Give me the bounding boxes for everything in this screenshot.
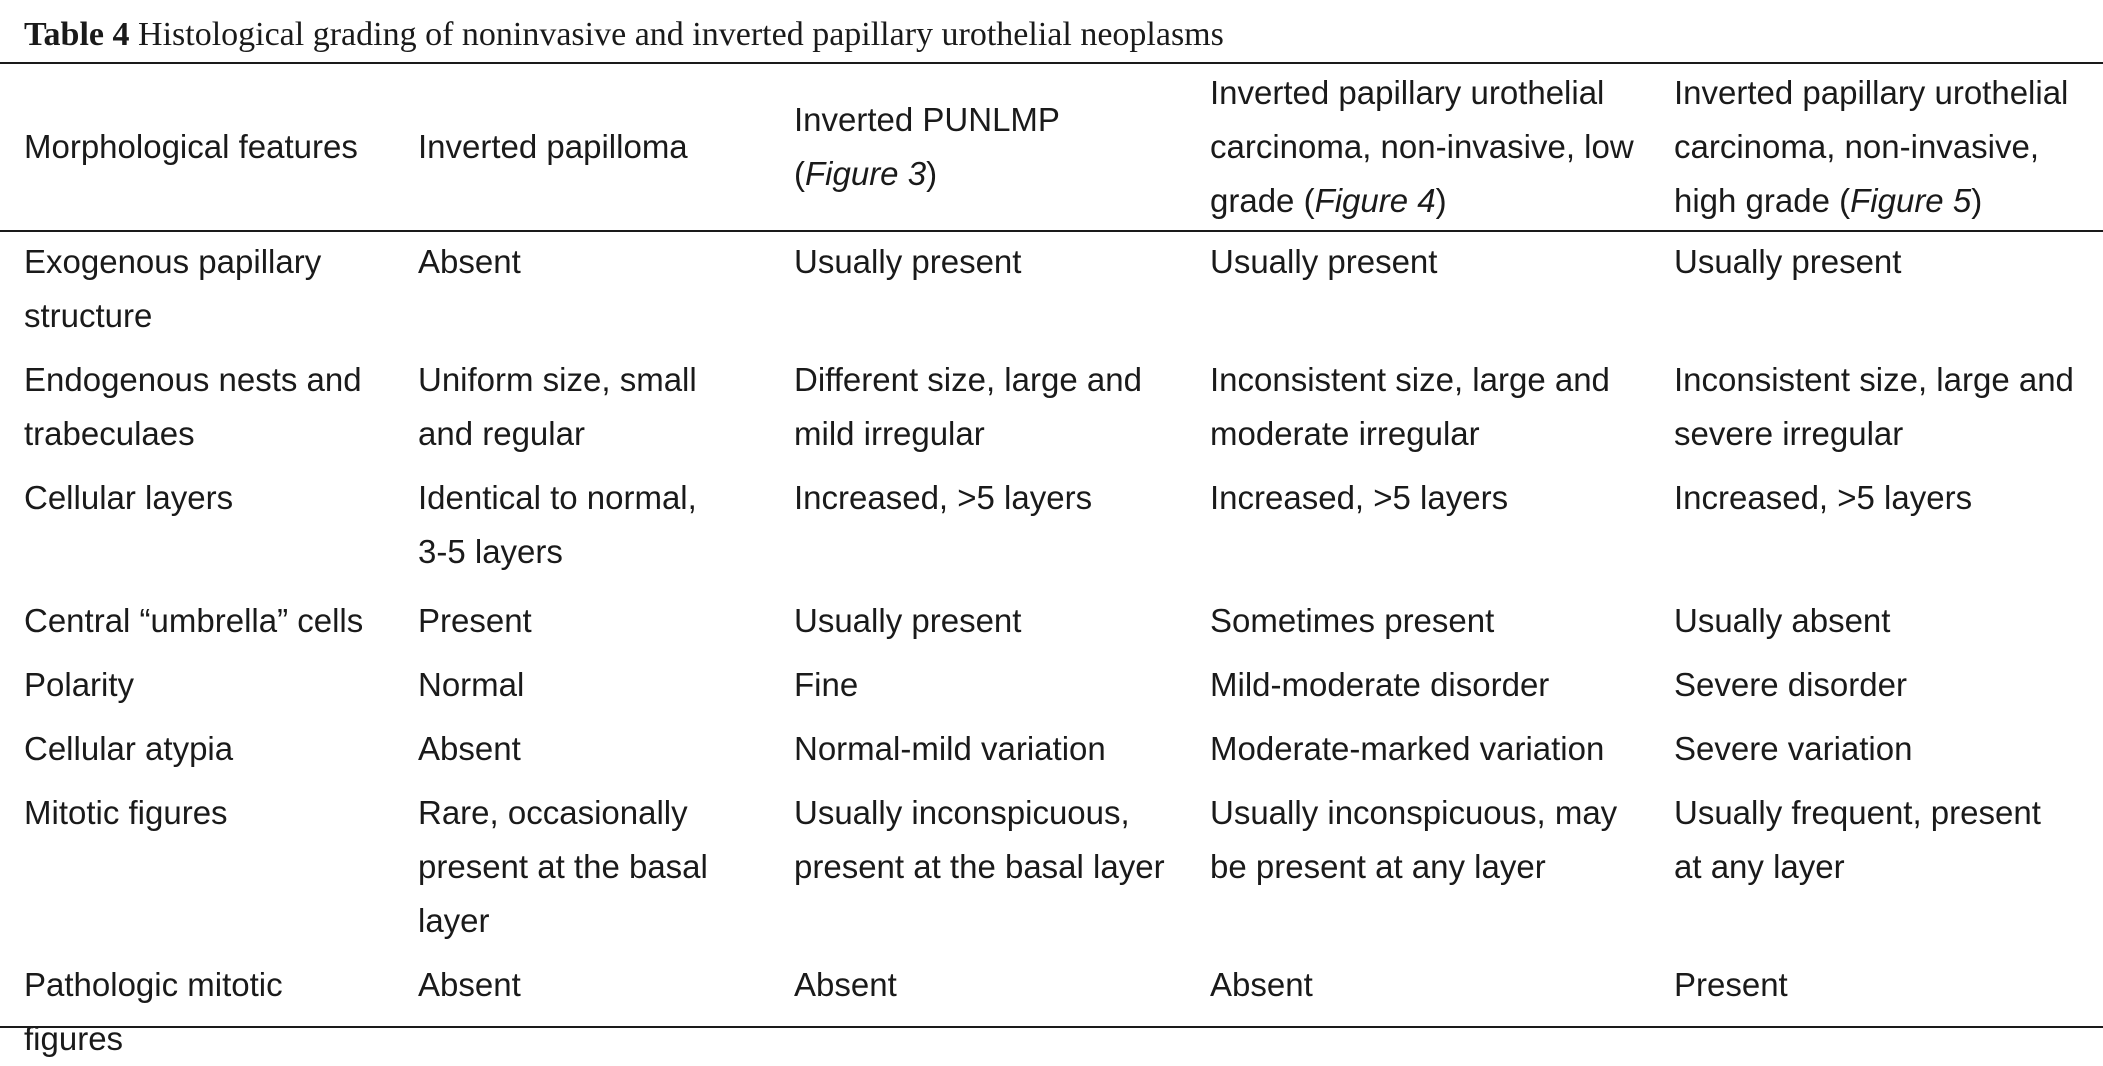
table-row	[0, 348, 2103, 466]
feature-cell: Mitotic figures	[24, 794, 228, 831]
low-grade-cell: Absent	[1210, 966, 1313, 1003]
punlmp-cell: Normal-mild variation	[794, 730, 1106, 767]
high-grade-cell: Usually present	[1674, 243, 1902, 280]
table-row	[0, 953, 2103, 1062]
papilloma-cell: Normal	[418, 666, 525, 703]
figure-4-reference: Figure 4	[1314, 182, 1436, 219]
high-grade-cell: Severe variation	[1674, 730, 1913, 767]
feature-cell: Exogenous papillary structure	[24, 243, 322, 334]
high-grade-cell: Severe disorder	[1674, 666, 1907, 703]
high-grade-cell: Usually absent	[1674, 602, 1891, 639]
header-inverted-papilloma: Inverted papilloma	[418, 128, 688, 165]
table-row	[0, 653, 2103, 717]
punlmp-cell: Absent	[794, 966, 897, 1003]
low-grade-cell: Increased, >5 layers	[1210, 479, 1509, 516]
low-grade-cell: Sometimes present	[1210, 602, 1495, 639]
table-label: Table 4	[24, 16, 130, 53]
high-grade-cell: Inconsistent size, large and severe irregular	[1674, 361, 2074, 452]
header-morphological-features: Morphological features	[24, 128, 358, 165]
papilloma-cell: Absent	[418, 243, 521, 280]
papilloma-cell: Present	[418, 602, 532, 639]
papilloma-cell: Absent	[418, 730, 521, 767]
table-title: Histological grading of noninvasive and inverted papillary urothelial neoplasms	[138, 16, 1224, 53]
papilloma-cell: Uniform size, small and regular	[418, 361, 697, 452]
feature-cell: Central “umbrella” cells	[24, 602, 364, 639]
high-grade-cell: Increased, >5 layers	[1674, 479, 1973, 516]
papilloma-cell: Absent	[418, 966, 521, 1003]
feature-cell: Pathologic mitotic figures	[24, 966, 283, 1057]
feature-cell: Cellular layers	[24, 479, 234, 516]
low-grade-cell: Usually present	[1210, 243, 1438, 280]
punlmp-cell: Different size, large and mild irregular	[794, 361, 1142, 452]
table-row	[0, 466, 2103, 589]
punlmp-cell: Increased, >5 layers	[794, 479, 1093, 516]
low-grade-cell: Inconsistent size, large and moderate irregular	[1210, 361, 1610, 452]
table-header-row	[0, 64, 2103, 230]
low-grade-cell: Usually inconspicuous, may be present at any layer	[1210, 794, 1618, 885]
table-row	[0, 781, 2103, 953]
feature-cell: Cellular atypia	[24, 730, 234, 767]
table-row	[0, 717, 2103, 781]
punlmp-cell: Fine	[794, 666, 859, 703]
punlmp-cell: Usually inconspicuous, present at the basal layer	[794, 794, 1165, 885]
low-grade-cell: Mild-moderate disorder	[1210, 666, 1550, 703]
punlmp-cell: Usually present	[794, 243, 1022, 280]
figure-5-reference: Figure 5	[1850, 182, 1972, 219]
feature-cell: Polarity	[24, 666, 135, 703]
table-caption	[24, 14, 1224, 56]
header-low-grade-carcinoma: Inverted papillary urothelial carcinoma, non-invasive, low grade (Figure 4)	[1210, 74, 1634, 219]
grading-table	[0, 64, 2103, 1062]
papilloma-cell: Identical to normal, 3-5 layers	[418, 479, 697, 570]
high-grade-cell: Present	[1674, 966, 1788, 1003]
papilloma-cell: Rare, occasionally present at the basal layer	[418, 794, 708, 939]
punlmp-cell: Usually present	[794, 602, 1022, 639]
figure-3-reference: Figure 3	[805, 155, 927, 192]
table-row	[0, 589, 2103, 653]
feature-cell: Endogenous nests and trabeculaes	[24, 361, 362, 452]
header-inverted-punlmp: Inverted PUNLMP (Figure 3)	[794, 101, 1060, 192]
high-grade-cell: Usually frequent, present at any layer	[1674, 794, 2041, 885]
header-high-grade-carcinoma: Inverted papillary urothelial carcinoma, non-invasive, high grade (Figure 5)	[1674, 74, 2069, 219]
low-grade-cell: Moderate-marked variation	[1210, 730, 1605, 767]
table-row	[0, 230, 2103, 348]
